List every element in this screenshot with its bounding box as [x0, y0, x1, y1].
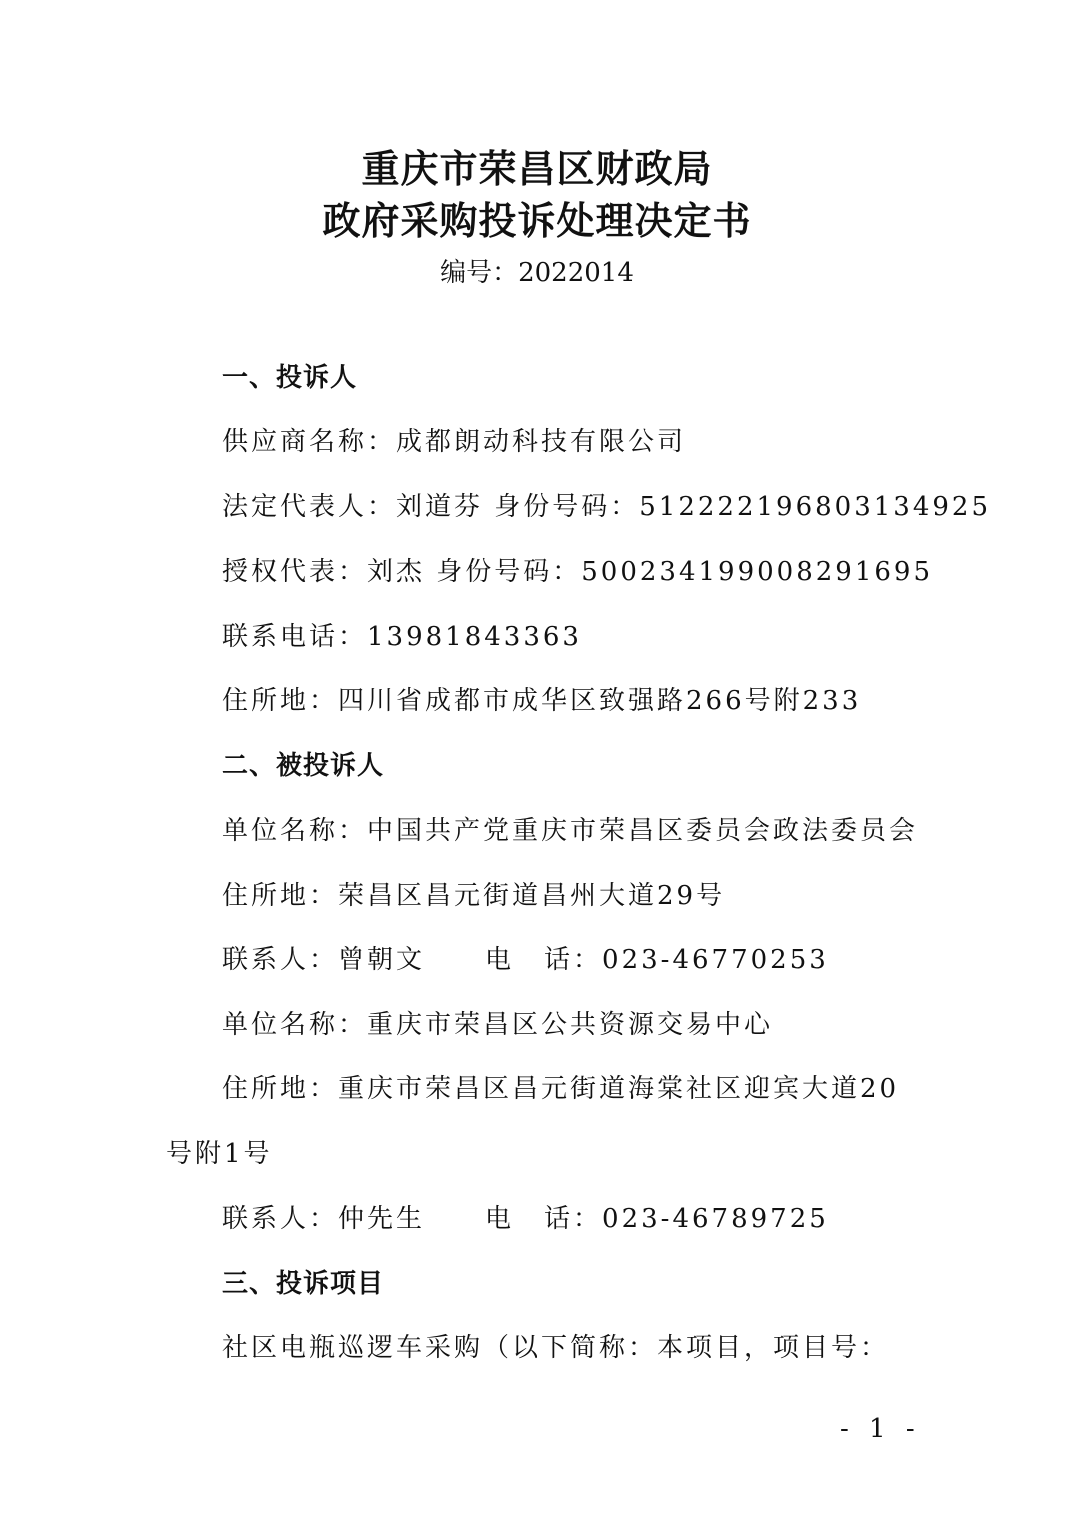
respondent2-contact-name: 联系人：仲先生	[222, 1204, 426, 1234]
complainant-address: 住所地：四川省成都市成华区致强路266号附233	[222, 686, 862, 716]
complainant-legal-rep: 法定代表人：刘道芬 身份号码：512222196803134925	[222, 492, 992, 522]
section3-heading: 三、投诉项目	[222, 1269, 385, 1299]
complainant-auth-rep: 授权代表：刘杰 身份号码：500234199008291695	[222, 557, 934, 587]
section2-heading: 二、被投诉人	[222, 751, 385, 781]
respondent1-contact	[222, 939, 829, 976]
respondent2-phone: 话：023-46789725	[544, 1204, 829, 1234]
respondent1-phone: 话：023-46770253	[544, 945, 829, 975]
respondent2-address-line2: 号附1号	[166, 1139, 273, 1169]
respondent2-contact	[222, 1198, 829, 1235]
respondent2-address-line1: 住所地：重庆市荣昌区昌元街道海棠社区迎宾大道20	[222, 1074, 900, 1104]
section1-heading: 一、投诉人	[222, 363, 358, 393]
respondent1-name: 单位名称：中国共产党重庆市荣昌区委员会政法委员会	[222, 816, 919, 846]
respondent2-name: 单位名称：重庆市荣昌区公共资源交易中心	[222, 1010, 774, 1040]
complainant-supplier: 供应商名称：成都朗动科技有限公司	[222, 427, 687, 457]
complainant-phone: 联系电话：13981843363	[222, 622, 582, 652]
respondent1-phone-label: 电	[485, 945, 515, 975]
document-title-line2: 政府采购投诉处理决定书	[322, 198, 752, 243]
document-number: 编号：2022014	[440, 258, 634, 288]
project-description: 社区电瓶巡逻车采购（以下简称：本项目，项目号：	[222, 1333, 890, 1363]
page-number: - 1 -	[840, 1414, 921, 1444]
document-title-line1: 重庆市荣昌区财政局	[361, 146, 713, 191]
respondent2-phone-label: 电	[485, 1204, 515, 1234]
respondent1-address: 住所地：荣昌区昌元街道昌州大道29号	[222, 881, 726, 911]
respondent1-contact-name: 联系人：曾朝文	[222, 945, 426, 975]
